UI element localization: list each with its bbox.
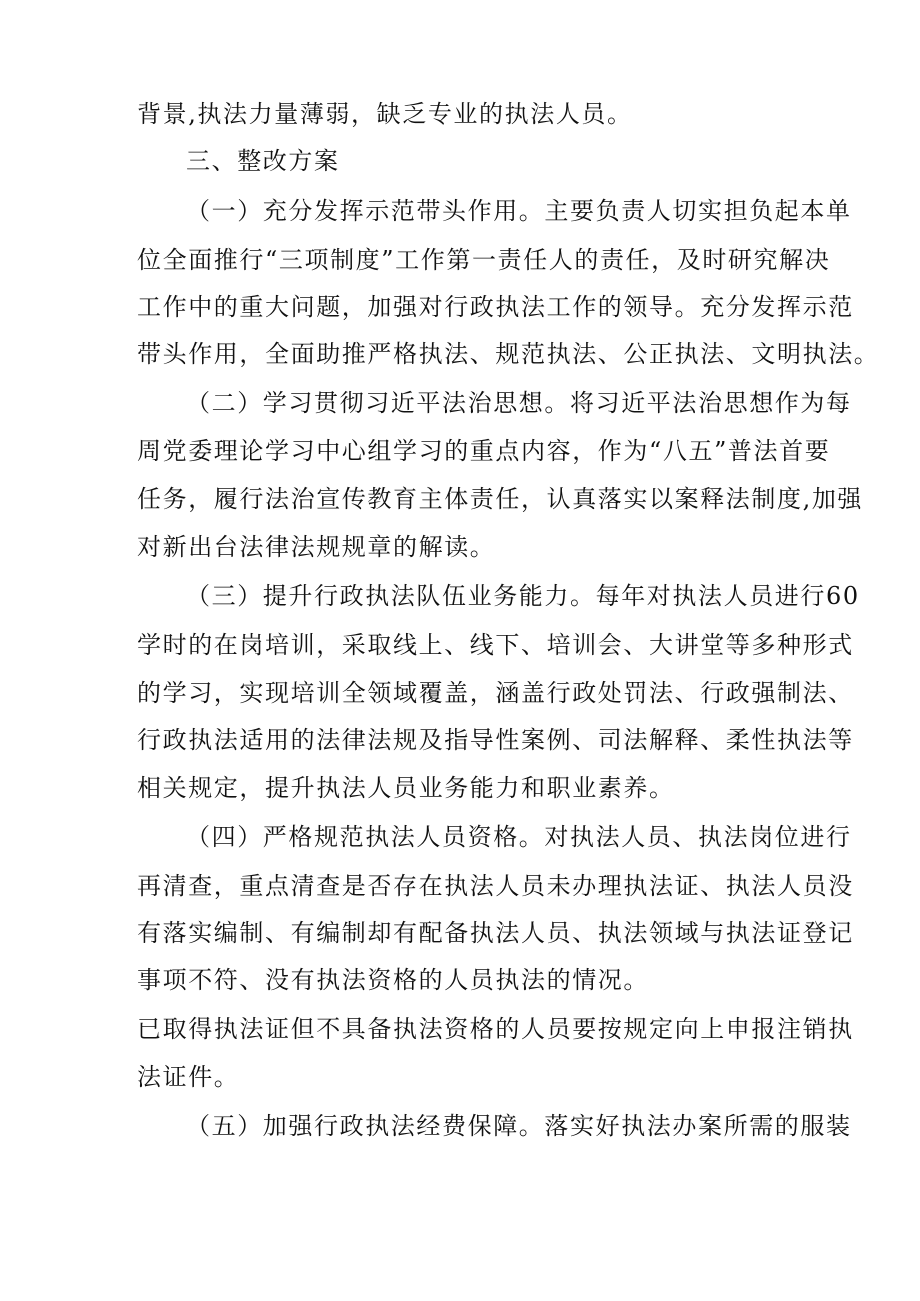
paragraph-3-line: 的学习，实现培训全领域覆盖，涵盖行政处罚法、行政强制法、: [137, 679, 854, 707]
paragraph-3-line: 行政执法适用的法律法规及指导性案例、司法解释、柔性执法等: [137, 726, 854, 754]
paragraph-1-line: 带头作用，全面助推严格执法、规范执法、公正执法、文明执法。: [137, 340, 880, 368]
paragraph-4-line: 再清查，重点清查是否存在执法人员未办理执法证、执法人员没: [137, 872, 854, 900]
paragraph-5-line: 法证件。: [137, 1063, 240, 1091]
paragraph-2-line: 任务，履行法治宣传教育主体责任，认真落实以案释法制度,加强: [137, 485, 864, 513]
paragraph-4-line: 有落实编制、有编制却有配备执法人员、执法领域与执法证登记: [137, 919, 854, 947]
paragraph-2-line: 对新出台法律法规规章的解读。: [137, 533, 496, 561]
paragraph-3-line: 相关规定，提升执法人员业务能力和职业素养。: [137, 774, 675, 802]
text-line: 背景,执法力量薄弱，缺乏专业的执法人员。: [137, 100, 633, 128]
section-heading: 三、整改方案: [186, 147, 340, 175]
paragraph-2-line: 周党委理论学习中心组学习的重点内容，作为“八五”普法首要: [137, 437, 831, 465]
paragraph-4-line: 事项不符、没有执法资格的人员执法的情况。: [137, 966, 649, 994]
paragraph-5-line: 已取得执法证但不具备执法资格的人员要按规定向上申报注销执: [137, 1015, 854, 1043]
paragraph-3-line: 学时的在岗培训，采取线上、线下、培训会、大讲堂等多种形式: [137, 631, 854, 659]
paragraph-6-line: （五）加强行政执法经费保障。落实好执法办案所需的服装: [186, 1112, 852, 1140]
paragraph-2-line: （二）学习贯彻习近平法治思想。将习近平法治思想作为每: [186, 389, 852, 417]
paragraph-1-line: 工作中的重大问题，加强对行政执法工作的领导。充分发挥示范: [137, 293, 854, 321]
paragraph-4-line: （四）严格规范执法人员资格。对执法人员、执法岗位进行: [186, 823, 852, 851]
paragraph-1-line: （一）充分发挥示范带头作用。主要负责人切实担负起本单: [186, 197, 852, 225]
paragraph-3-line: （三）提升行政执法队伍业务能力。每年对执法人员进行60: [186, 582, 860, 610]
paragraph-1-line: 位全面推行“三项制度”工作第一责任人的责任，及时研究解决: [137, 246, 831, 274]
